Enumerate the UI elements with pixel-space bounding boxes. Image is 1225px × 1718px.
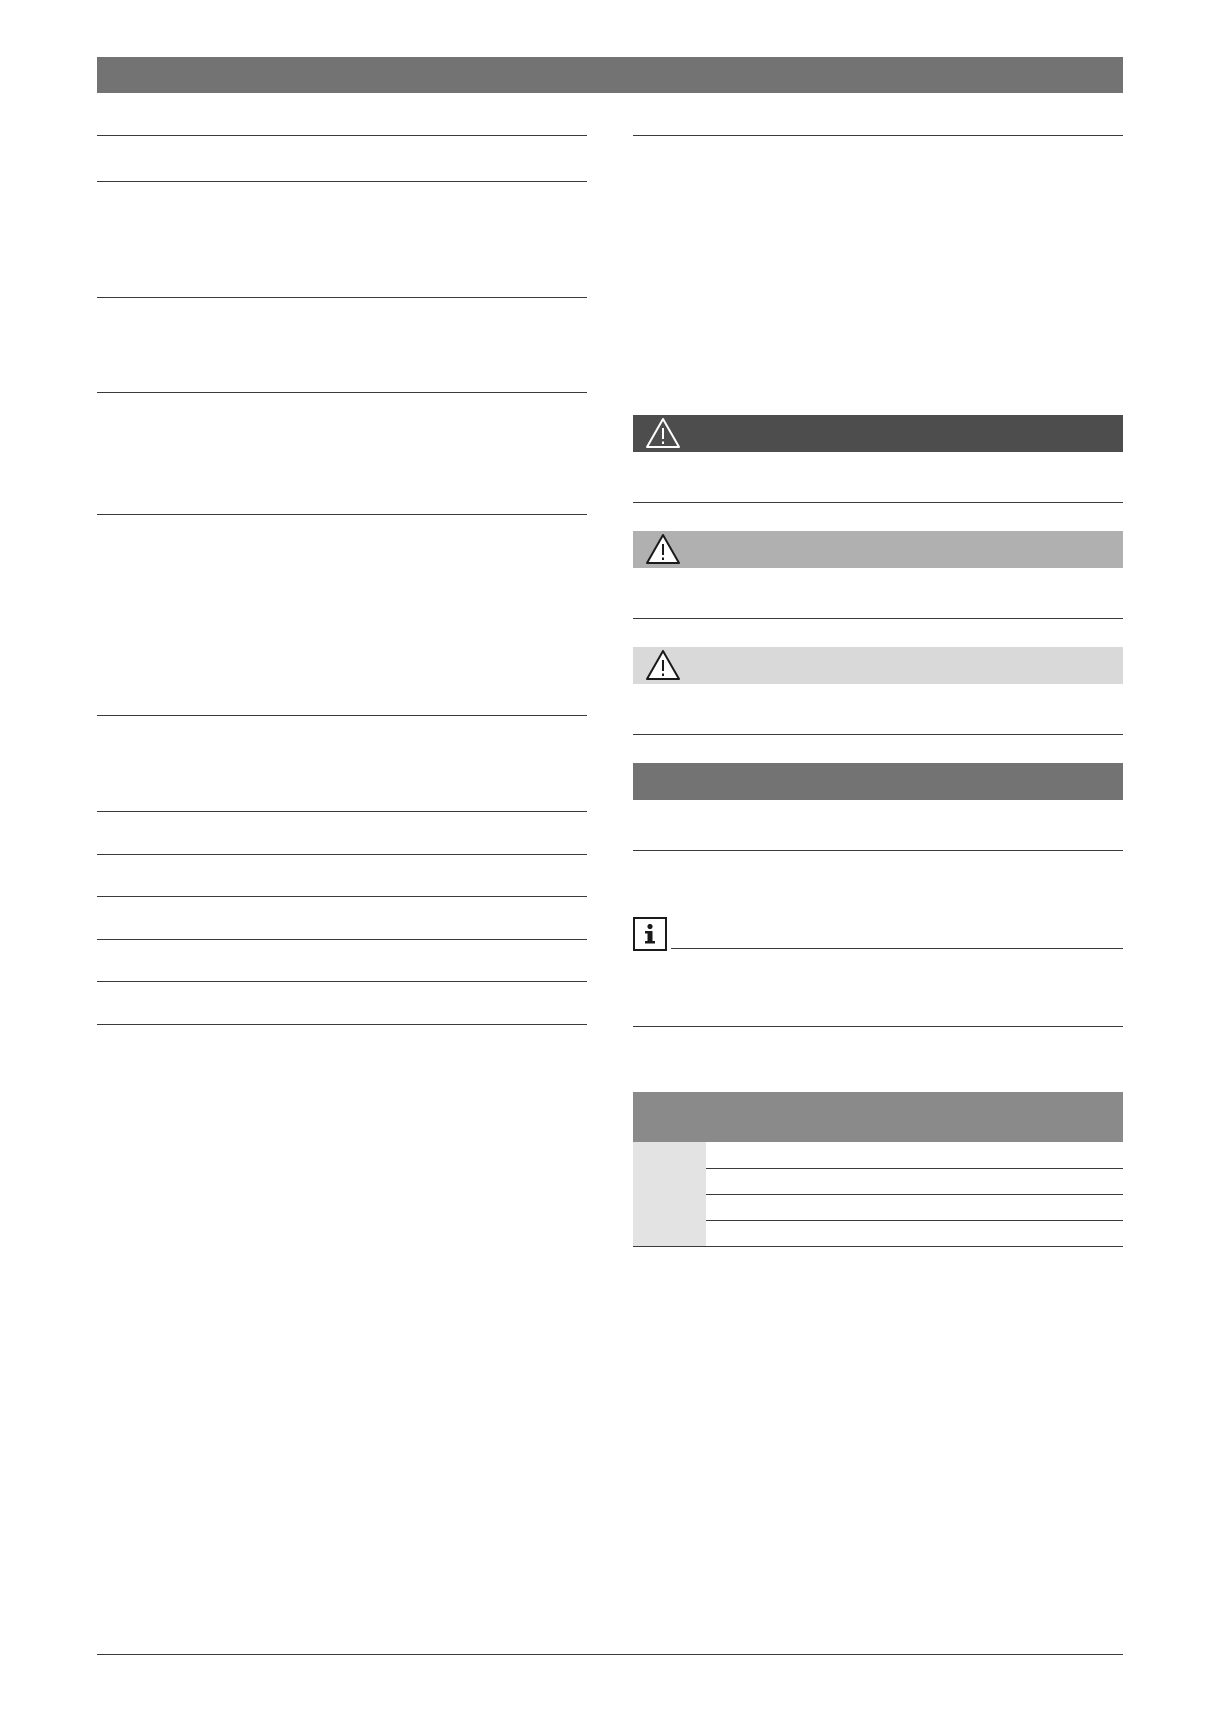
- warning-triangle-icon: [645, 649, 681, 681]
- warning-notice-header: [633, 531, 1123, 568]
- info-note-rule: [633, 1026, 1123, 1027]
- caution-notice-text: [633, 687, 1123, 732]
- section-rule: [97, 981, 587, 982]
- info-icon: [633, 917, 667, 951]
- section-rule: [633, 135, 1123, 136]
- section-rule: [97, 297, 587, 298]
- caution-notice-header: [633, 647, 1123, 684]
- notice-rule: [633, 618, 1123, 619]
- table-key-cell: [633, 1194, 706, 1220]
- info-note-text: [633, 955, 1123, 1025]
- section-rule: [97, 181, 587, 182]
- section-rule: [97, 715, 587, 716]
- info-note-rule: [671, 948, 1123, 949]
- footer-rule: [97, 1654, 1123, 1655]
- section-rule: [97, 896, 587, 897]
- danger-notice-header: [633, 415, 1123, 452]
- notice-rule: [633, 850, 1123, 851]
- row-rule: [633, 1246, 1123, 1247]
- section-rule: [97, 1024, 587, 1025]
- section-rule: [97, 514, 587, 515]
- danger-notice-text: [633, 455, 1123, 500]
- table-key-cell: [633, 1220, 706, 1246]
- header-bar: [97, 57, 1123, 93]
- table-key-cell: [633, 1142, 706, 1168]
- section-rule: [97, 392, 587, 393]
- table-row: [633, 1168, 1123, 1194]
- warning-triangle-icon: [645, 533, 681, 565]
- table-row: [633, 1142, 1123, 1168]
- warning-notice-text: [633, 571, 1123, 616]
- table-key-cell: [633, 1168, 706, 1194]
- notice-header: [633, 763, 1123, 800]
- table-row: [633, 1194, 1123, 1220]
- table-row: [633, 1220, 1123, 1246]
- notice-text: [633, 803, 1123, 848]
- section-rule: [97, 135, 587, 136]
- footer-text: [97, 1660, 1123, 1680]
- notice-rule: [633, 734, 1123, 735]
- section-rule: [97, 811, 587, 812]
- warning-triangle-icon: [645, 417, 681, 449]
- section-rule: [97, 854, 587, 855]
- notice-rule: [633, 502, 1123, 503]
- table-header: [633, 1092, 1123, 1142]
- section-rule: [97, 939, 587, 940]
